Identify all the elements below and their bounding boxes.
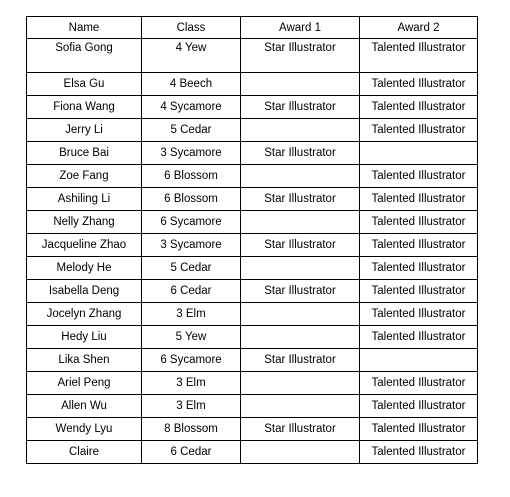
cell-name: Elsa Gu xyxy=(27,73,142,96)
cell-award-1: Star Illustrator xyxy=(241,349,360,372)
table-row xyxy=(27,441,478,464)
cell-name: Isabella Deng xyxy=(27,280,142,303)
table-row xyxy=(27,280,478,303)
cell-name: Ashiling Li xyxy=(27,188,142,211)
cell-class: 3 Elm xyxy=(142,395,241,418)
cell-name: Nelly Zhang xyxy=(27,211,142,234)
table-row xyxy=(27,349,478,372)
header-award-2: Award 2 xyxy=(360,17,478,39)
table-row xyxy=(27,96,478,119)
cell-class: 5 Cedar xyxy=(142,119,241,142)
cell-name: Jacqueline Zhao xyxy=(27,234,142,257)
cell-award-1: Star Illustrator xyxy=(241,188,360,211)
cell-class: 3 Sycamore xyxy=(142,234,241,257)
cell-award-1 xyxy=(241,119,360,142)
header-award-1: Award 1 xyxy=(241,17,360,39)
cell-award-2: Talented Illustrator xyxy=(360,119,478,142)
table-header-row xyxy=(27,17,478,39)
table-row xyxy=(27,418,478,441)
cell-class: 6 Cedar xyxy=(142,441,241,464)
cell-class: 8 Blossom xyxy=(142,418,241,441)
cell-class: 6 Blossom xyxy=(142,165,241,188)
cell-award-2: Talented Illustrator xyxy=(360,303,478,326)
table-row xyxy=(27,303,478,326)
cell-award-2: Talented Illustrator xyxy=(360,211,478,234)
cell-award-2: Talented Illustrator xyxy=(360,372,478,395)
table-row xyxy=(27,119,478,142)
cell-name: Lika Shen xyxy=(27,349,142,372)
table-row xyxy=(27,165,478,188)
cell-class: 4 Beech xyxy=(142,73,241,96)
table-row xyxy=(27,211,478,234)
cell-award-1 xyxy=(241,257,360,280)
cell-award-2: Talented Illustrator xyxy=(360,165,478,188)
cell-award-2: Talented Illustrator xyxy=(360,73,478,96)
cell-name: Melody He xyxy=(27,257,142,280)
cell-award-2: Talented Illustrator xyxy=(360,395,478,418)
awards-table xyxy=(26,16,478,464)
cell-name: Wendy Lyu xyxy=(27,418,142,441)
cell-name: Fiona Wang xyxy=(27,96,142,119)
table-row xyxy=(27,326,478,349)
cell-name: Claire xyxy=(27,441,142,464)
table-row xyxy=(27,257,478,280)
table-row xyxy=(27,142,478,165)
cell-award-2: Talented Illustrator xyxy=(360,441,478,464)
cell-class: 4 Sycamore xyxy=(142,96,241,119)
table-row xyxy=(27,372,478,395)
cell-name: Bruce Bai xyxy=(27,142,142,165)
cell-name: Ariel Peng xyxy=(27,372,142,395)
cell-class: 6 Blossom xyxy=(142,188,241,211)
cell-class: 5 Yew xyxy=(142,326,241,349)
cell-award-2 xyxy=(360,142,478,165)
cell-name: Zoe Fang xyxy=(27,165,142,188)
cell-class: 6 Sycamore xyxy=(142,211,241,234)
cell-name: Hedy Liu xyxy=(27,326,142,349)
cell-class: 4 Yew xyxy=(142,39,241,73)
cell-award-1: Star Illustrator xyxy=(241,96,360,119)
cell-class: 3 Elm xyxy=(142,372,241,395)
cell-award-1 xyxy=(241,326,360,349)
cell-name: Jerry Li xyxy=(27,119,142,142)
cell-award-1 xyxy=(241,372,360,395)
cell-award-1: Star Illustrator xyxy=(241,39,360,73)
cell-award-2: Talented Illustrator xyxy=(360,39,478,73)
cell-name: Allen Wu xyxy=(27,395,142,418)
cell-award-1: Star Illustrator xyxy=(241,280,360,303)
cell-class: 6 Sycamore xyxy=(142,349,241,372)
header-class: Class xyxy=(142,17,241,39)
cell-award-1 xyxy=(241,395,360,418)
table-row xyxy=(27,73,478,96)
table-row xyxy=(27,234,478,257)
cell-award-2: Talented Illustrator xyxy=(360,257,478,280)
cell-name: Sofia Gong xyxy=(27,39,142,73)
table-row xyxy=(27,188,478,211)
cell-award-1: Star Illustrator xyxy=(241,142,360,165)
cell-class: 6 Cedar xyxy=(142,280,241,303)
cell-award-2: Talented Illustrator xyxy=(360,418,478,441)
cell-award-2: Talented Illustrator xyxy=(360,188,478,211)
cell-award-2: Talented Illustrator xyxy=(360,280,478,303)
cell-name: Jocelyn Zhang xyxy=(27,303,142,326)
cell-award-1 xyxy=(241,211,360,234)
cell-award-1 xyxy=(241,303,360,326)
cell-award-2: Talented Illustrator xyxy=(360,234,478,257)
cell-class: 5 Cedar xyxy=(142,257,241,280)
header-name: Name xyxy=(27,17,142,39)
cell-award-1 xyxy=(241,165,360,188)
cell-award-1 xyxy=(241,73,360,96)
cell-class: 3 Elm xyxy=(142,303,241,326)
cell-award-2 xyxy=(360,349,478,372)
cell-award-1: Star Illustrator xyxy=(241,418,360,441)
cell-award-2: Talented Illustrator xyxy=(360,96,478,119)
table-row xyxy=(27,39,478,73)
cell-award-1: Star Illustrator xyxy=(241,234,360,257)
table-row xyxy=(27,395,478,418)
cell-class: 3 Sycamore xyxy=(142,142,241,165)
cell-award-2: Talented Illustrator xyxy=(360,326,478,349)
cell-award-1 xyxy=(241,441,360,464)
